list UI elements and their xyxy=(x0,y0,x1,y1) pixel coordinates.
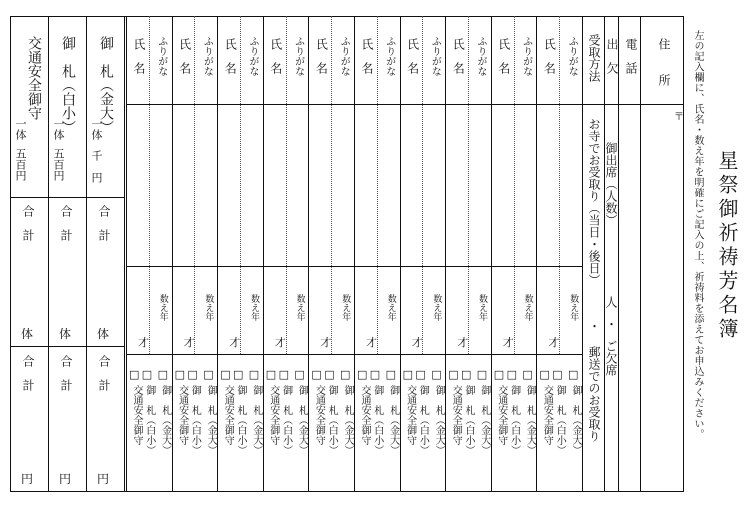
furigana-field[interactable] xyxy=(195,105,216,265)
option-label: 交通安全御守 xyxy=(176,385,188,445)
checkbox-icon[interactable]: □ xyxy=(265,368,277,381)
checkbox-icon[interactable]: □ xyxy=(357,368,368,381)
attendance-persons: 人 xyxy=(604,296,618,308)
furigana-label: ふりがな xyxy=(155,36,167,76)
option-label: 御 札（金大） xyxy=(569,385,581,455)
furigana-field[interactable] xyxy=(515,105,536,265)
name-label: 氏 名 xyxy=(314,38,329,74)
furigana-label: ふりがな xyxy=(566,36,578,76)
option-label: 御 札（白小） xyxy=(189,385,201,455)
yen-total-label: 合 計 xyxy=(59,355,73,391)
furigana-label: ふりがな xyxy=(201,36,213,76)
offering-option[interactable] xyxy=(340,368,355,455)
checkbox-icon[interactable]: □ xyxy=(339,368,351,381)
item-price-label: 一体 xyxy=(90,118,103,140)
checkbox-icon[interactable]: □ xyxy=(402,368,413,381)
name-label: 氏 名 xyxy=(451,38,466,74)
person-entry xyxy=(354,16,400,492)
option-label: 交通安全御守 xyxy=(541,385,553,445)
option-label: 交通安全御守 xyxy=(313,385,325,445)
offering-option[interactable] xyxy=(357,368,372,445)
option-label: 御 札（金大） xyxy=(433,385,445,455)
offering-option[interactable] xyxy=(415,368,430,455)
person-entry xyxy=(172,16,218,492)
postal-mark: 〒 xyxy=(674,112,684,123)
person-entry xyxy=(263,16,309,492)
furigana-label: ふりがな xyxy=(520,36,532,76)
checkbox-icon[interactable]: □ xyxy=(141,368,153,381)
age-label: 数え年 xyxy=(340,294,351,321)
phone-label: 電 話 xyxy=(624,38,638,74)
option-label: 御 札（金大） xyxy=(159,385,171,455)
offering-option[interactable] xyxy=(477,368,492,455)
count-unit: 体 xyxy=(97,327,110,341)
age-field[interactable] xyxy=(401,267,445,353)
offering-option[interactable] xyxy=(129,368,144,445)
person-entry xyxy=(217,16,263,492)
age-label: 数え年 xyxy=(248,294,259,321)
offering-option[interactable] xyxy=(142,368,157,455)
offering-option[interactable] xyxy=(403,368,418,445)
phone-field[interactable] xyxy=(619,105,639,491)
receipt-dot: ・ xyxy=(587,320,601,332)
checkbox-icon[interactable]: □ xyxy=(157,368,168,381)
age-field[interactable] xyxy=(492,267,536,353)
item-name: 御 札（金大） xyxy=(98,36,114,134)
checkbox-icon[interactable]: □ xyxy=(187,368,198,381)
item-name: 交通安全御守 xyxy=(26,36,42,120)
option-label: 御 札（白小） xyxy=(554,385,566,455)
checkbox-icon[interactable]: □ xyxy=(174,368,185,381)
count-total-label: 合 計 xyxy=(21,205,35,241)
age-label: 数え年 xyxy=(431,294,442,321)
offering-option[interactable] xyxy=(249,368,264,455)
option-label: 御 札（金大） xyxy=(341,385,353,455)
option-label: 御 札（金大） xyxy=(478,385,490,455)
person-entry xyxy=(126,16,172,492)
age-unit: 才 xyxy=(320,336,332,349)
receipt-label: 受取方法 xyxy=(587,34,601,82)
name-label: 氏 名 xyxy=(542,38,557,74)
age-label: 数え年 xyxy=(522,294,533,321)
option-label: 御 札（白小） xyxy=(234,385,246,455)
age-label: 数え年 xyxy=(476,294,487,321)
option-label: 御 札（白小） xyxy=(280,385,292,455)
yen-total-label: 合 計 xyxy=(97,355,111,391)
offering-option[interactable] xyxy=(279,368,294,455)
name-field[interactable] xyxy=(492,105,513,265)
attendance-label: 出 欠 xyxy=(605,38,619,74)
furigana-field[interactable] xyxy=(241,105,262,265)
age-label: 数え年 xyxy=(385,294,396,321)
offering-option[interactable] xyxy=(552,368,567,455)
name-label: 氏 名 xyxy=(132,38,146,74)
item-price-label: 一体 xyxy=(52,118,65,140)
furigana-label: ふりがな xyxy=(292,36,304,76)
offering-option[interactable] xyxy=(220,368,235,445)
checkbox-icon[interactable]: □ xyxy=(567,368,579,381)
name-field[interactable] xyxy=(446,105,467,265)
receipt-temple[interactable]: お寺でお受取り（当日・後日） xyxy=(587,118,601,286)
checkbox-icon[interactable]: □ xyxy=(460,368,472,381)
attendance-absent[interactable]: ご欠席 xyxy=(604,340,618,376)
checkbox-icon[interactable]: □ xyxy=(552,368,563,381)
offering-option[interactable] xyxy=(158,368,173,455)
option-label: 御 札（金大） xyxy=(296,385,308,455)
offering-option[interactable] xyxy=(494,368,509,445)
name-label: 氏 名 xyxy=(177,38,192,74)
name-field[interactable] xyxy=(309,105,330,265)
offering-option[interactable] xyxy=(187,368,202,455)
offering-option[interactable] xyxy=(448,368,463,445)
offering-option[interactable] xyxy=(233,368,248,455)
age-field[interactable] xyxy=(446,267,490,353)
age-unit: 才 xyxy=(183,336,195,349)
item-name: 御 札（白小） xyxy=(60,36,76,134)
age-unit: 才 xyxy=(502,336,514,349)
checkbox-icon[interactable]: □ xyxy=(278,368,289,381)
name-field[interactable] xyxy=(401,105,422,265)
furigana-label: ふりがな xyxy=(429,36,441,76)
furigana-field[interactable] xyxy=(287,105,308,265)
checkbox-icon[interactable]: □ xyxy=(385,368,396,381)
count-total-label: 合 計 xyxy=(59,205,73,241)
furigana-label: ふりがな xyxy=(474,36,486,76)
offering-option[interactable] xyxy=(539,368,554,445)
option-label: 交通安全御守 xyxy=(267,385,279,445)
option-label: 御 札（白小） xyxy=(326,385,338,455)
age-field[interactable] xyxy=(264,267,308,353)
instruction-text: 左の記入欄に、氏名・数え年を明確にご記入の上、祈祷料を添えてお申込みください。 xyxy=(692,30,703,440)
option-label: 交通安全御守 xyxy=(450,385,462,445)
option-label: 御 札（金大） xyxy=(205,385,217,455)
name-label: 氏 名 xyxy=(360,38,374,74)
name-label: 氏 名 xyxy=(405,38,420,74)
name-field[interactable] xyxy=(355,105,376,265)
offering-option[interactable] xyxy=(522,368,537,455)
count-unit: 体 xyxy=(21,327,34,341)
name-label: 氏 名 xyxy=(223,38,238,74)
checkbox-icon[interactable]: □ xyxy=(493,368,505,381)
attendance-dot: ・ xyxy=(604,318,618,330)
age-unit: 才 xyxy=(229,336,241,349)
checkbox-icon[interactable]: □ xyxy=(415,368,426,381)
age-unit: 才 xyxy=(274,336,286,349)
option-label: 御 札（白小） xyxy=(371,385,383,455)
option-label: 交通安全御守 xyxy=(404,385,416,445)
furigana-field[interactable] xyxy=(150,105,171,265)
checkbox-icon[interactable]: □ xyxy=(311,368,322,381)
age-unit: 才 xyxy=(138,336,149,349)
item-price-value: 千 円 xyxy=(90,150,103,183)
name-field[interactable] xyxy=(218,105,239,265)
count-total-label: 合 計 xyxy=(97,205,111,241)
option-label: 御 札（金大） xyxy=(250,385,262,455)
furigana-field[interactable] xyxy=(560,105,581,265)
checkbox-icon[interactable]: □ xyxy=(476,368,488,381)
age-field[interactable] xyxy=(127,267,171,353)
checkbox-icon[interactable]: □ xyxy=(294,368,305,381)
yen-total-label: 合 計 xyxy=(21,355,35,391)
count-unit: 体 xyxy=(59,327,72,341)
age-field[interactable] xyxy=(309,267,353,353)
furigana-field[interactable] xyxy=(332,105,353,265)
checkbox-icon[interactable]: □ xyxy=(232,368,244,381)
receipt-mail[interactable]: 郵送でのお受取り xyxy=(587,346,601,442)
offering-option[interactable] xyxy=(311,368,326,445)
person-entry xyxy=(445,16,491,492)
age-unit: 才 xyxy=(457,336,469,349)
name-field[interactable] xyxy=(173,105,194,265)
item-price-label: 一体 xyxy=(14,118,27,140)
age-label: 数え年 xyxy=(203,294,214,321)
name-field[interactable] xyxy=(537,105,558,265)
attendance-attend[interactable]: 御出席（人数） xyxy=(604,142,618,226)
yen-unit: 円 xyxy=(59,472,72,486)
name-field[interactable] xyxy=(264,105,285,265)
offering-option[interactable] xyxy=(507,368,522,455)
checkbox-icon[interactable]: □ xyxy=(324,368,335,381)
option-label: 交通安全御守 xyxy=(222,385,234,445)
offering-option[interactable] xyxy=(266,368,281,445)
age-field[interactable] xyxy=(173,267,217,353)
offering-option[interactable] xyxy=(203,368,218,455)
checkbox-icon[interactable]: □ xyxy=(448,368,459,381)
age-field[interactable] xyxy=(537,267,581,353)
checkbox-icon[interactable]: □ xyxy=(522,368,533,381)
form-title: 星祭御祈祷芳名簿 xyxy=(715,150,739,342)
checkbox-icon[interactable]: □ xyxy=(129,368,140,381)
furigana-field[interactable] xyxy=(423,105,444,265)
checkbox-icon[interactable]: □ xyxy=(248,368,260,381)
offering-option[interactable] xyxy=(386,368,401,455)
age-unit: 才 xyxy=(366,336,377,349)
option-label: 御 札（白小） xyxy=(143,385,155,455)
age-label: 数え年 xyxy=(568,294,579,321)
age-label: 数え年 xyxy=(157,294,168,321)
offering-option[interactable] xyxy=(324,368,339,455)
address-field[interactable] xyxy=(641,105,683,491)
person-entry xyxy=(400,16,446,492)
option-label: 交通安全御守 xyxy=(495,385,507,445)
checkbox-icon[interactable]: □ xyxy=(220,368,231,381)
option-label: 交通安全御守 xyxy=(131,385,142,445)
age-unit: 才 xyxy=(548,336,560,349)
item-price-value: 五百円 xyxy=(14,148,27,181)
offering-option[interactable] xyxy=(294,368,309,455)
offering-option[interactable] xyxy=(461,368,476,455)
furigana-field[interactable] xyxy=(378,105,399,265)
name-label: 氏 名 xyxy=(496,38,511,74)
option-label: 交通安全御守 xyxy=(359,385,370,445)
person-entry xyxy=(308,16,354,492)
item-price-value: 五百円 xyxy=(52,148,65,181)
checkbox-icon[interactable]: □ xyxy=(539,368,550,381)
option-label: 御 札（白小） xyxy=(417,385,429,455)
offering-option[interactable] xyxy=(431,368,446,455)
person-entry xyxy=(536,16,582,492)
option-label: 御 札（白小） xyxy=(462,385,474,455)
age-field[interactable] xyxy=(218,267,262,353)
offering-option[interactable] xyxy=(370,368,385,455)
name-label: 氏 名 xyxy=(268,38,283,74)
furigana-label: ふりがな xyxy=(338,36,350,76)
offering-option[interactable] xyxy=(175,368,190,445)
option-label: 御 札（金大） xyxy=(387,385,399,455)
checkbox-icon[interactable]: □ xyxy=(431,368,442,381)
checkbox-icon[interactable]: □ xyxy=(506,368,517,381)
option-label: 御 札（白小） xyxy=(508,385,520,455)
person-entry xyxy=(491,16,537,492)
yen-unit: 円 xyxy=(97,472,110,486)
furigana-label: ふりがな xyxy=(383,36,395,76)
age-label: 数え年 xyxy=(294,294,305,321)
age-unit: 才 xyxy=(411,336,423,349)
address-label: 住 所 xyxy=(657,38,671,86)
furigana-field[interactable] xyxy=(469,105,490,265)
offering-option[interactable] xyxy=(568,368,583,455)
yen-unit: 円 xyxy=(21,472,34,486)
checkbox-icon[interactable]: □ xyxy=(203,368,214,381)
checkbox-icon[interactable]: □ xyxy=(369,368,381,381)
option-label: 御 札（金大） xyxy=(524,385,536,455)
age-field[interactable] xyxy=(355,267,399,353)
furigana-label: ふりがな xyxy=(246,36,258,76)
name-field[interactable] xyxy=(127,105,148,265)
